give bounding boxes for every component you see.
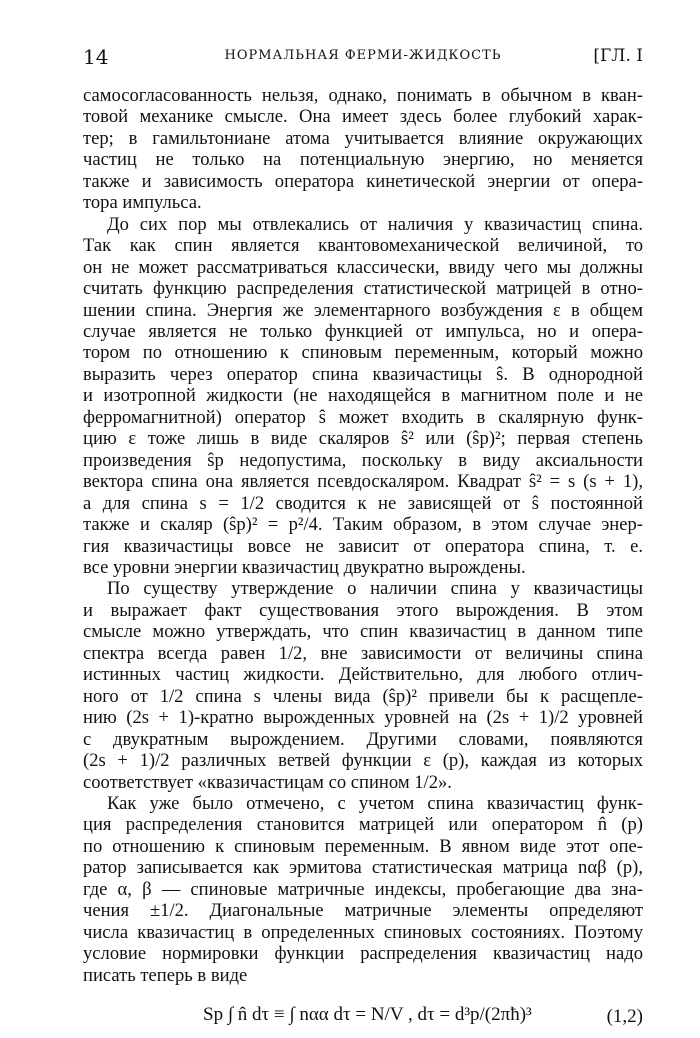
text-line: также и зависимость оператора кинетической энергии от опера- [83, 170, 643, 192]
text-line: ратор записывается как эрмитова статистическая матрица nαβ (p), [83, 857, 643, 879]
text-line: тер; в гамильтониане атома учитывается влияние окружающих [83, 127, 643, 149]
text-line: тора импульса. [83, 192, 202, 214]
text-line: спектра всегда равен 1/2, вне зависимости от величины спина [83, 642, 643, 664]
text-line: цию ε тоже лишь в виде скаляров ŝ² или (ŝp)²; первая степень [83, 428, 643, 450]
equation-formula: Sp ∫ n̂ dτ ≡ ∫ nαα dτ = N/V , dτ = d³p/(2πħ)³ [203, 1004, 532, 1026]
text-line: с двукратным вырождением. Другими словами, появляются [83, 728, 643, 750]
text-line: Как уже было отмечено, с учетом спина квазичастиц функ- [107, 792, 643, 814]
text-line: числа квазичастиц в определенных спиновых состояниях. Поэтому [83, 921, 643, 943]
paragraph [83, 85, 643, 214]
text-line: тором по отношению к спиновым переменным, который можно [83, 342, 643, 364]
page-number: 14 [83, 45, 109, 69]
text-line: вектора спина она является псевдоскаляром. Квадрат ŝ² = s (s + 1), [83, 471, 643, 493]
text-line: писать теперь в виде [83, 964, 248, 986]
text-line: ферромагнитной) оператор ŝ может входить в скалярную функ- [83, 406, 643, 428]
text-line: он не может рассматриваться классически, ввиду чего мы должны [83, 256, 643, 278]
text-line: По существу утверждение о наличии спина у квазичастицы [107, 578, 643, 600]
text-line: До сих пор мы отвлекались от наличия у квазичастиц спина. [107, 213, 643, 235]
text-line: смысле можно утверждать, что спин квазичастиц в данном типе [83, 621, 643, 643]
paragraph [83, 214, 643, 579]
text-line: условие нормировки функции распределения квазичастиц надо [83, 943, 643, 965]
text-line: Так как спин является квантовомеханической величиной, то [83, 235, 643, 257]
text-line: и изотропной жидкости (не находящейся в магнитном поле и не [83, 385, 643, 407]
text-line: (2s + 1)/2 различных ветвей функции ε (p), каждая из которых [83, 750, 643, 772]
text-line: случае является не только функцией от импульса, но и опера- [83, 320, 643, 342]
paragraph [83, 578, 643, 793]
text-line: считать функцию распределения статистической матрицей в отно- [83, 278, 643, 300]
text-line: ного от 1/2 спина s члены вида (ŝp)² привели бы к расщепле- [83, 685, 643, 707]
text-line: гия квазичастицы вовсе не зависит от оператора спина, т. е. [83, 535, 643, 557]
page-body [83, 85, 643, 1038]
text-line: чения ±1/2. Диагональные матричные элементы определяют [83, 900, 643, 922]
text-line: частиц не только на потенциальную энергию, но меняется [83, 149, 643, 171]
text-line: а для спина s = 1/2 сводится к не зависящей от ŝ постоянной [83, 492, 643, 514]
text-line: товой механике смысле. Она имеет здесь более глубокий харак- [83, 106, 643, 128]
equation-1-2 [83, 994, 643, 1038]
running-header [83, 45, 643, 71]
text-line: все уровни энергии квазичастиц двукратно вырождены. [83, 556, 526, 578]
text-line: нию (2s + 1)-кратно вырожденных уровней на (2s + 1)/2 уровней [83, 707, 643, 729]
chapter-label: [ГЛ. I [593, 46, 643, 66]
text-line: истинных частиц жидкости. Действительно, для любого отлич- [83, 664, 643, 686]
equation-number: (1,2) [606, 1006, 643, 1028]
text-line: выразить через оператор спина квазичастицы ŝ. В однородной [83, 363, 643, 385]
text-line: соответствует «квазичастицам со спином 1/2». [83, 771, 452, 793]
text-line: по отношению к спиновым переменным. В явном виде этот опе- [83, 835, 643, 857]
text-line: ция распределения становится матрицей или оператором n̂ (p) [83, 814, 643, 836]
text-line: самосогласованность нельзя, однако, понимать в обычном в кван- [83, 85, 643, 106]
running-title: НОРМАЛЬНАЯ ФЕРМИ-ЖИДКОСТЬ [224, 48, 502, 63]
text-line: произведения ŝp недопустима, поскольку в виду аксиальности [83, 449, 643, 471]
text-line: также и скаляр (ŝp)² = p²/4. Таким образом, в этом случае энер- [83, 514, 643, 536]
text-line: шении спина. Энергия же элементарного возбуждения ε в общем [83, 299, 643, 321]
text-line: где α, β — спиновые матричные индексы, пробегающие два зна- [83, 878, 643, 900]
text-line: и выражает факт существования этого вырождения. В этом [83, 599, 643, 621]
paragraph [83, 793, 643, 986]
